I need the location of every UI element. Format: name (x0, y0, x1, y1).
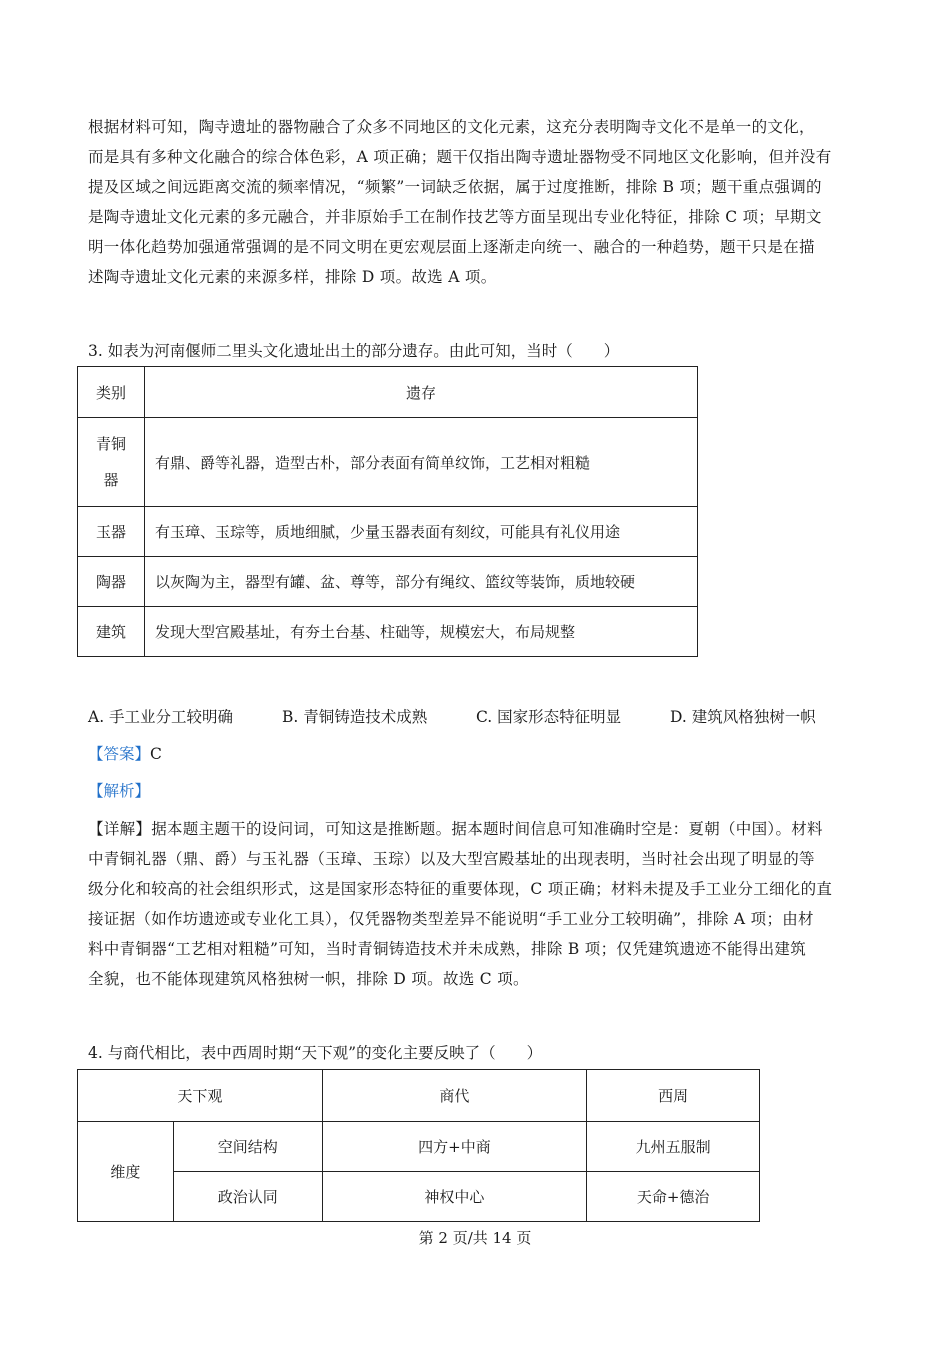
text-line: 是陶寺遗址文化元素的多元融合，并非原始手工在制作技艺等方面呈现出专业化特征，排除 C 项；早期文 (88, 208, 822, 226)
table-cell-content: 有玉璋、玉琮等，质地细腻，少量玉器表面有刻纹，可能具有礼仪用途 (145, 507, 698, 557)
table-header-row (78, 1070, 760, 1122)
table-cell-dimension: 政治认同 (173, 1172, 322, 1222)
category-line: 器 (103, 471, 119, 489)
table-cell-category: 陶器 (78, 557, 145, 607)
detail-paragraph (88, 814, 870, 994)
option-a[interactable]: A. 手工业分工较明确 (88, 708, 234, 726)
table-cell-content: 以灰陶为主，器型有罐、盆、尊等，部分有绳纹、篮纹等装饰，质地较硬 (145, 557, 698, 607)
text-line: 根据材料可知，陶寺遗址的器物融合了众多不同地区的文化元素，这充分表明陶寺文化不是单一的文化， (88, 118, 815, 136)
table-row (78, 418, 698, 507)
table-row (78, 1122, 760, 1172)
answer-line (88, 742, 162, 766)
text-line (88, 814, 870, 844)
table-cell-group: 维度 (78, 1122, 174, 1222)
table-header-row (78, 367, 698, 418)
table-cell-content: 有鼎、爵等礼器，造型古朴，部分表面有简单纹饰，工艺相对粗糙 (145, 418, 698, 507)
table-header-category: 类别 (78, 367, 145, 418)
option-d[interactable]: D. 建筑风格独树一帜 (670, 708, 816, 726)
table-cell-content: 发现大型宫殿基址，有夯土台基、柱础等，规模宏大，布局规整 (145, 607, 698, 657)
table-row (78, 557, 698, 607)
text-line: 明一体化趋势加强通常强调的是不同文明在更宏观层面上逐渐走向统一、融合的一种趋势，题干只是在描 (88, 238, 815, 256)
text-line: 接证据（如作坊遗迹或专业化工具），仅凭器物类型差异不能说明“手工业分工较明确”，排除 A 项；由材 (88, 910, 814, 928)
text-line: 料中青铜器“工艺相对粗糙”可知，当时青铜铸造技术并未成熟，排除 B 项；仅凭建筑遗迹不能得出建筑 (88, 940, 806, 958)
question-3-table (77, 366, 698, 657)
table-row (78, 1172, 760, 1222)
table-cell-dimension: 空间结构 (173, 1122, 322, 1172)
table-cell-zhou: 九州五服制 (587, 1122, 760, 1172)
option-c[interactable]: C. 国家形态特征明显 (476, 708, 622, 726)
question-4-table (77, 1069, 760, 1222)
table-header-relics: 遗存 (145, 367, 698, 418)
table-cell-zhou: 天命+德治 (587, 1172, 760, 1222)
option-b[interactable]: B. 青铜铸造技术成熟 (282, 708, 428, 726)
analysis-paragraph (88, 112, 870, 292)
table-cell-category (78, 418, 145, 507)
table-header-shang: 商代 (322, 1070, 587, 1122)
table-header-worldview: 天下观 (78, 1070, 323, 1122)
answer-label: 【答案】 (88, 745, 151, 763)
analysis-label: 【解析】 (88, 782, 151, 800)
question-3-stem: 3. 如表为河南偃师二里头文化遗址出土的部分遗存。由此可知，当时（ ） (88, 342, 620, 360)
text-line: 级分化和较高的社会组织形式，这是国家形态特征的重要体现，C 项正确；材料未提及手工业分工细化的直 (88, 880, 833, 898)
category-line: 青铜 (95, 435, 126, 453)
table-row (78, 607, 698, 657)
text-line: 中青铜礼器（鼎、爵）与玉礼器（玉璋、玉琮）以及大型宫殿基址的出现表明，当时社会出现了明显的等 (88, 850, 815, 868)
detail-label: 【详解】 (88, 820, 152, 838)
detail-text: 据本题主题干的设问词，可知这是推断题。据本题时间信息可知准确时空是：夏朝（中国）。材料 (151, 820, 823, 838)
table-cell-category: 玉器 (78, 507, 145, 557)
table-cell-shang: 神权中心 (322, 1172, 587, 1222)
text-line: 全貌，也不能体现建筑风格独树一帜，排除 D 项。故选 C 项。 (88, 970, 529, 988)
table-row (78, 507, 698, 557)
table-header-western-zhou: 西周 (587, 1070, 760, 1122)
text-line: 述陶寺遗址文化元素的来源多样，排除 D 项。故选 A 项。 (88, 268, 497, 286)
table-cell-category: 建筑 (78, 607, 145, 657)
table-cell-shang: 四方+中商 (322, 1122, 587, 1172)
answer-value: C (150, 745, 162, 763)
text-line: 而是具有多种文化融合的综合体色彩，A 项正确；题干仅指出陶寺遗址器物受不同地区文化影响，但并没有 (88, 148, 832, 166)
text-line: 提及区域之间远距离交流的频率情况，“频繁”一词缺乏依据，属于过度推断，排除 B 项；题干重点强调的 (88, 178, 822, 196)
question-4-stem: 4. 与商代相比，表中西周时期“天下观”的变化主要反映了（ ） (88, 1044, 543, 1062)
page-footer: 第 2 页/共 14 页 (418, 1229, 532, 1247)
